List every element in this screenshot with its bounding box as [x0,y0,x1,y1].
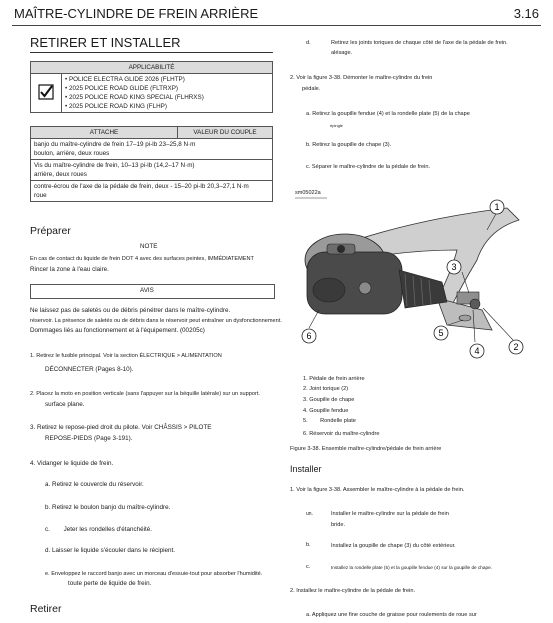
step-text: Voir la figure 3-38. Assembler le maître-cylindre à la pédale de frein. [296,487,465,493]
torque-cell [31,139,273,160]
substep-e [45,571,262,577]
substep-letter: d. [45,547,51,554]
note-text-part: à l'eau claire. [72,266,109,273]
installer-heading: Installer [290,464,322,474]
installer-step-2-a [306,612,477,618]
figure-3-38 [287,190,531,362]
substep-text: Laisser le liquide s'écouler dans le récipient. [52,547,176,554]
substep-text: Séparer le maître-cylindre de la pédale de frein. [311,164,431,170]
legend-item: 6. Réservoir du maître-cylindre [303,431,380,437]
step-3-cont: REPOSE-PIEDS (Page 3-191). [45,435,133,442]
legend-item: 3. Goupille de chape [303,397,355,403]
step-num: 3. [30,424,36,431]
substep-b [45,504,170,511]
applicability-table [30,61,273,113]
substep-letter: a. [306,111,311,117]
substep-right-b [306,142,391,148]
substep-text: Retirez la goupille de chape (3). [312,142,392,148]
substep-letter: c. [306,164,311,170]
avis-text: réservoir. La présence de saletés ou de débris dans le réservoir peut entraîner un dysfonctionnement. [30,318,282,324]
col-valeur: VALEUR DU COUPLE [178,127,273,139]
substep-letter: b. [306,142,311,148]
substep-c [45,526,152,533]
step-d-letter: d. [306,40,311,46]
brake-master-cylinder-illustration [287,190,531,362]
avis-text: Dommages liés au fonctionnement et à l'équipement. (00205c) [30,327,205,334]
installer-step-2 [290,588,415,594]
note-text-part: Rincer la zone [30,266,71,273]
torque-line: arrière, deux roues [34,171,87,178]
step-d-text: alésage. [331,50,353,56]
substep-letter: e. [45,571,50,577]
step-num: 1. [30,353,35,359]
step-num: 2. [30,391,35,397]
substep-right-c [306,164,430,170]
substep-text: Retirez le boulon banjo du maître-cylindre. [52,504,171,511]
step-text: Voir la figure 3-38. Démonter le maître-cylindre du frein [296,75,433,81]
step-1 [30,353,222,359]
step-4 [30,460,113,467]
substep-text: Appliquez une fine couche de graisse pour roulements de roue sur [311,612,477,618]
step-d-text: Retirez les joints toriques de chaque côté de l'axe de la pédale de frein. [331,40,508,46]
legend-item: 2. Joint torique (2) [303,386,349,392]
step-text: Vidanger le liquide de frein. [37,460,114,467]
step-3 [30,424,212,431]
torque-line: banjo du maître-cylindre de frein 17–19 pi-lb 23–25,8 N·m [34,141,196,148]
model-item: • 2025 POLICE ROAD KING SPECIAL (FLHRXS) [65,94,204,101]
installer-sub-a-cont: bride. [331,522,345,528]
step-2-right-cont: pédale. [302,86,321,92]
torque-line: boulon, arrière, deux roues [34,150,110,157]
step-2 [30,391,260,397]
substep-text: Enveloppez le raccord banjo avec un morceau d'essuie-tout pour absorber l'humidité. [51,571,263,577]
substep-text: Retirez le couvercle du réservoir. [52,481,144,488]
installer-sub-a: Installer le maître-cylindre sur la pédale de frein [331,511,449,517]
section-rule [30,52,273,53]
callout-2-label: 2 [513,342,519,352]
substep-text: Jeter les rondelles d'étanchéité. [63,526,153,533]
step-text: Placez la moto en position verticale (sans l'appuyer sur la béquille latérale) sur un support. [36,391,260,397]
installer-sub-c-letter: c. [306,564,311,570]
step-2-cont: surface plane. [45,401,85,408]
step-num: 2. [290,588,295,594]
substep-letter: c. [45,526,50,533]
callout-3-label: 3 [451,262,457,272]
preparer-heading: Préparer [30,225,71,237]
torque-line: contre-écrou de l'axe de la pédale de frein, deux - 15–20 pi-lb 20,3–27,1 N·m [34,183,249,190]
installer-sub-b-letter: b. [306,542,311,548]
substep-letter: b. [45,504,51,511]
step-1-cont: DÉCONNECTER (Pages 8-10). [45,366,134,373]
table-row [31,181,273,202]
legend-item: 5. Rondelle plate [303,418,356,424]
legend-item: 4. Goupille fendue [303,408,349,414]
step-text: Retirez le fusible principal. Voir la section ÉLECTRIQUE > ALIMENTATION [36,353,222,359]
installer-sub-a-letter: un. [306,511,313,517]
checkmark-cell [31,74,62,113]
note-label: NOTE [140,243,158,250]
step-num: 1. [290,487,295,493]
callout-5-label: 5 [438,328,444,338]
substep-a [45,481,144,488]
torque-cell [31,160,273,181]
substep-letter: a. [45,481,51,488]
checkbox-checked-icon [38,84,54,100]
page-number: 3.16 [513,6,539,21]
installer-step-1 [290,487,464,493]
installer-sub-c: Installez la rondelle plate (5) et la goupille fendue (4) sur la goupille de chape. [331,565,493,570]
torque-line: roue [34,192,47,199]
note-text: En cas de contact du liquide de frein DOT 4 avec des surfaces peintes, IMMÉDIATEMENT [30,256,254,262]
model-item: • POLICE ELECTRA GLIDE 2026 (FLHTP) [65,76,185,83]
step-num: 2. [290,75,295,81]
note-text [30,266,109,273]
step-text: Retirez le repose-pied droit du pilote. Voir CHÂSSIS > PILOTE [37,424,212,431]
substep-right-a-cont: épingle [330,123,343,128]
substep-text: Retirez la goupille fendue (4) et la rondelle plate (5) de la chape [312,111,470,117]
substep-d [45,547,175,554]
avis-label: AVIS [140,287,154,294]
torque-line: Vis du maître-cylindre de frein, 10–13 pi-lb (14,2–17 N·m) [34,162,195,169]
substep-e-cont: toute perte de liquide de frein. [68,580,152,587]
table-row [31,160,273,181]
torque-table [30,126,273,202]
header-rule [12,25,541,26]
model-item: • 2025 POLICE ROAD KING (FLHP) [65,103,167,110]
torque-cell [31,181,273,202]
callout-4-label: 4 [474,346,480,356]
substep-right-a [306,111,470,117]
substep-letter: a. [306,612,311,618]
col-attache: ATTACHE [31,127,178,139]
legend-item: 1. Pédale de frein arrière [303,376,365,382]
page-header-title: MAÎTRE-CYLINDRE DE FREIN ARRIÈRE [14,6,259,21]
section-title: RETIRER ET INSTALLER [30,35,181,50]
model-item: • 2025 POLICE ROAD GLIDE (FLTRXP) [65,85,179,92]
retirer-heading: Retirer [30,603,62,615]
step-2-right [290,75,432,81]
table-row [31,139,273,160]
step-text: Installez le maître-cylindre de la pédale de frein. [296,588,416,594]
figure-caption: Figure 3-38. Ensemble maître-cylindre/pédale de frein arrière [290,446,442,452]
avis-text: Ne laissez pas de saletés ou de débris pénétrer dans le maître-cylindre. [30,307,231,314]
callout-1-label: 1 [494,202,500,212]
model-list [62,74,273,113]
applicability-heading: APPLICABILITÉ [31,62,273,74]
step-num: 4. [30,460,36,467]
callout-6-label: 6 [306,331,312,341]
installer-sub-b: Installez la goupille de chape (3) du côté extérieur. [331,543,456,549]
figure-code: sm05022a [295,190,321,196]
